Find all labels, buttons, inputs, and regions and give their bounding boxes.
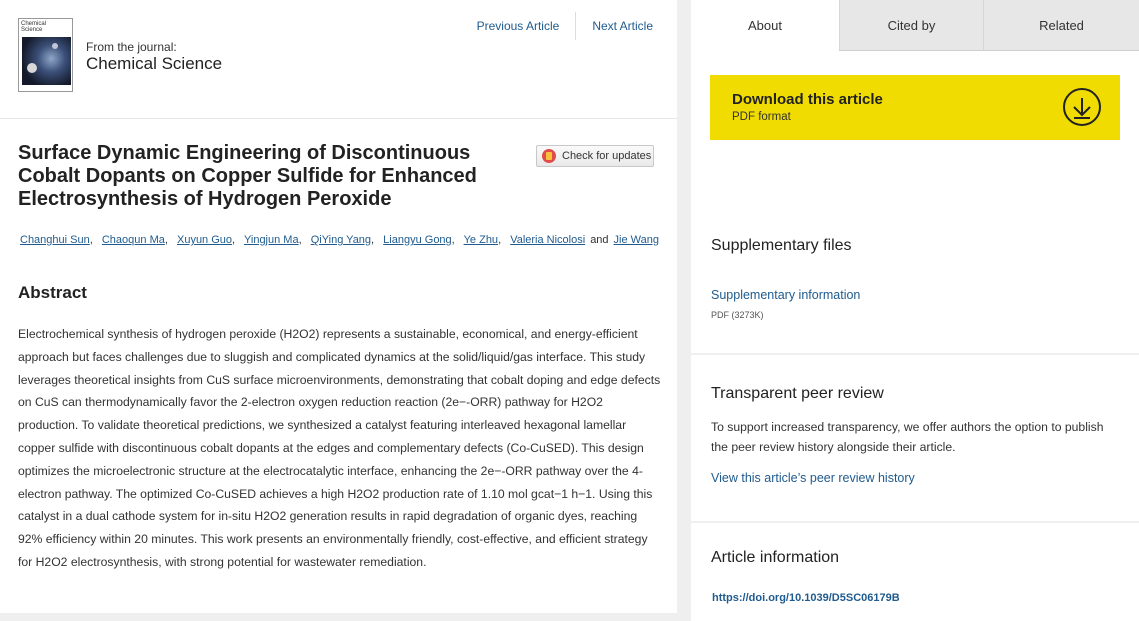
peer-review-heading: Transparent peer review [711, 385, 884, 402]
article-navigation [467, 12, 663, 40]
next-article-link[interactable]: Next Article [592, 19, 653, 33]
check-updates-label: Check for updates [562, 150, 652, 162]
peer-review-history-link[interactable]: View this article’s peer review history [711, 471, 915, 485]
cover-artwork [22, 37, 71, 85]
tab-cited-by[interactable]: Cited by [839, 0, 983, 51]
author-link[interactable]: Valeria Nicolosi [510, 234, 586, 246]
author-link[interactable]: Liangyu Gong [383, 234, 452, 246]
author-link[interactable]: Yingjun Ma [243, 234, 299, 246]
nav-divider [575, 12, 576, 40]
supplementary-information-link[interactable]: Supplementary information [711, 288, 861, 302]
doi-link[interactable]: https://doi.org/10.1039/D5SC06179B [712, 592, 900, 604]
author-link[interactable]: Xuyun Guo [176, 234, 233, 246]
check-for-updates-button[interactable] [536, 145, 654, 167]
article-sidebar [691, 0, 1139, 621]
author-link[interactable]: Jie Wang [613, 234, 659, 246]
cover-decoration [27, 63, 37, 73]
download-circle-icon [1063, 88, 1101, 126]
download-article-button[interactable] [710, 75, 1120, 140]
cover-title: Chemical Science [21, 21, 47, 33]
journal-cover-image[interactable] [18, 18, 73, 92]
author-list: Changhui Sun, Chaoqun Ma, Xuyun Guo, Yingjun Ma, QiYing Yang, Liangyu Gong, Ye Zhu, Valeria Nicolosi and Jie Wang [20, 234, 659, 246]
cover-decoration [52, 43, 58, 49]
author-link[interactable]: QiYing Yang [310, 234, 372, 246]
tab-related[interactable]: Related [983, 0, 1139, 51]
from-journal-label: From the journal: [86, 40, 177, 54]
author-link[interactable]: Chaoqun Ma [101, 234, 165, 246]
peer-review-text: To support increased transparency, we offer authors the option to publish the peer review history alongside their article. [711, 420, 1104, 454]
author-link[interactable]: Changhui Sun [20, 234, 90, 246]
journal-header [0, 0, 677, 119]
crossmark-icon [542, 149, 556, 163]
abstract-heading: Abstract [18, 283, 87, 302]
tab-about[interactable]: About [691, 0, 839, 51]
article-information-panel [691, 523, 1139, 621]
abstract-text: Electrochemical synthesis of hydrogen peroxide (H2O2) represents a sustainable, economical, and energy-efficient approach but faces challenges due to sluggish and complicated dynamics at the solid/liquid/gas interface. This study leverages theoretical insights from CuS surface microenvironments, demonstrating that cobalt doping and edge defects on CuS can thermodynamically favor the 2-electron oxygen reduction reaction (2e−-ORR) pathway for H2O2 production. To validate theoretical predictions, we synthesized a catalyst featuring interleaved hexagonal lamellar copper sulfide with discontinuous cobalt dopants at the edges and complementary defects (Co-CuSED). This design optimizes the microelectronic structure at the electrocatalytic interface, enhancing the 2e−-ORR pathway over the 4-electron pathway. The optimized Co-CuSED achieves a high H2O2 production rate of 1.10 mol gcat−1 h−1. Using this catalyst in a dual cathode system for in-situ H2O2 generation results in rapid degradation of organic dyes, reaching 92% efficiency within 20 minutes. This work presents an environmentally friendly, cost-effective, and efficient strategy for H2O2 electrosynthesis, with strong potential for wastewater remediation. [18, 327, 661, 569]
download-format: PDF format [732, 111, 791, 123]
article-title: Surface Dynamic Engineering of Discontinuous Cobalt Dopants on Copper Sulfide for Enhanced Electrosynthesis of Hydrogen Peroxide [18, 142, 477, 210]
previous-article-link[interactable]: Previous Article [476, 19, 560, 33]
authors-and: and [590, 234, 609, 246]
peer-review-panel [691, 355, 1139, 521]
author-link[interactable]: Ye Zhu [463, 234, 499, 246]
supplementary-file-meta: PDF (3273K) [711, 310, 764, 320]
supplementary-files-heading: Supplementary files [711, 237, 852, 254]
sidebar-tabs [691, 0, 1139, 51]
download-title: Download this article [732, 91, 883, 108]
about-panel [691, 51, 1139, 353]
journal-name-link[interactable]: Chemical Science [86, 54, 223, 73]
article-information-heading: Article information [711, 549, 840, 566]
